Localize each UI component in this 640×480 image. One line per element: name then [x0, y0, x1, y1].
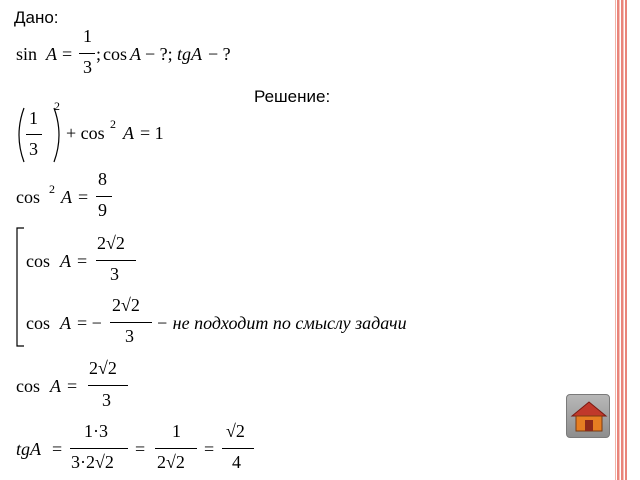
- step5-tg: tgA: [16, 439, 41, 459]
- step2-cos: cos: [16, 187, 40, 207]
- step1-denominator: 3: [29, 139, 38, 159]
- solution-label: Решение:: [254, 87, 331, 106]
- step5-numerator-1: 1·3: [84, 421, 108, 441]
- case1-denominator: 3: [110, 264, 119, 284]
- given-cos-var-a: A: [130, 44, 141, 64]
- given-equals: =: [62, 44, 73, 64]
- given-label: Дано:: [14, 8, 59, 27]
- step1-cos-exponent: 2: [110, 117, 116, 131]
- frame-stripe: [625, 0, 627, 480]
- case1-numerator: 2√2: [97, 233, 125, 253]
- frame-stripe: [623, 0, 624, 480]
- case1-equals: =: [77, 251, 88, 271]
- step1-var-a: A: [123, 123, 134, 143]
- case1-cos: cos: [26, 251, 50, 271]
- given-unknown-1: − ?;: [145, 44, 173, 64]
- case2-numerator: 2√2: [112, 295, 140, 315]
- case2-fraction-bar: [110, 322, 152, 323]
- step5-equals-2: =: [135, 439, 146, 459]
- step5-numerator-3: √2: [226, 421, 245, 441]
- given-tg: tgA: [177, 44, 202, 64]
- step2-denominator: 9: [98, 200, 107, 220]
- given-unknown-2: − ?: [208, 44, 231, 64]
- step5-equals-3: =: [204, 439, 215, 459]
- step2-var-a: A: [61, 187, 72, 207]
- case2-cos: cos: [26, 313, 50, 333]
- step4-var-a: A: [50, 376, 61, 396]
- given-semicolon: ;: [96, 44, 102, 64]
- case2-rejection-note: − не подходит по смыслу задачи: [156, 313, 407, 333]
- case2-equals-minus: = −: [77, 313, 102, 333]
- step1-exponent: 2: [54, 99, 60, 113]
- given-fraction-numerator: 1: [83, 26, 92, 46]
- step5-denominator-3: 4: [232, 452, 241, 472]
- step2-fraction-bar: [96, 196, 112, 197]
- step1-parentheses: [10, 104, 70, 168]
- step4-cos: cos: [16, 376, 40, 396]
- step2-equals: =: [78, 187, 89, 207]
- step5-fraction-bar-3: [222, 448, 254, 449]
- home-button[interactable]: [566, 394, 610, 438]
- case2-var-a: A: [60, 313, 71, 333]
- case1-fraction-bar: [96, 260, 136, 261]
- step2-exponent: 2: [49, 182, 55, 196]
- home-icon: [567, 395, 611, 439]
- step5-denominator-2: 2√2: [157, 452, 185, 472]
- step1-numerator: 1: [29, 108, 38, 128]
- given-sin: sin: [16, 44, 38, 64]
- given-fraction-denominator: 3: [83, 57, 92, 77]
- step5-denominator-1: 3·2√2: [71, 452, 114, 472]
- case2-denominator: 3: [125, 326, 134, 346]
- given-var-a: A: [46, 44, 57, 64]
- step1-plus-cos: + cos: [66, 123, 105, 143]
- step5-numerator-2: 1: [172, 421, 181, 441]
- case1-var-a: A: [60, 251, 71, 271]
- step5-equals-1: =: [52, 439, 63, 459]
- step1-fraction-bar: [26, 134, 42, 135]
- frame-stripe: [619, 0, 620, 480]
- step5-fraction-bar-1: [70, 448, 128, 449]
- step4-numerator: 2√2: [89, 358, 117, 378]
- given-cos: cos: [103, 44, 127, 64]
- step2-numerator: 8: [98, 169, 107, 189]
- step4-fraction-bar: [88, 385, 128, 386]
- step4-equals: =: [67, 376, 78, 396]
- step4-denominator: 3: [102, 390, 111, 410]
- given-fraction-bar: [79, 53, 95, 54]
- step5-fraction-bar-2: [155, 448, 197, 449]
- step1-equals-one: = 1: [140, 123, 164, 143]
